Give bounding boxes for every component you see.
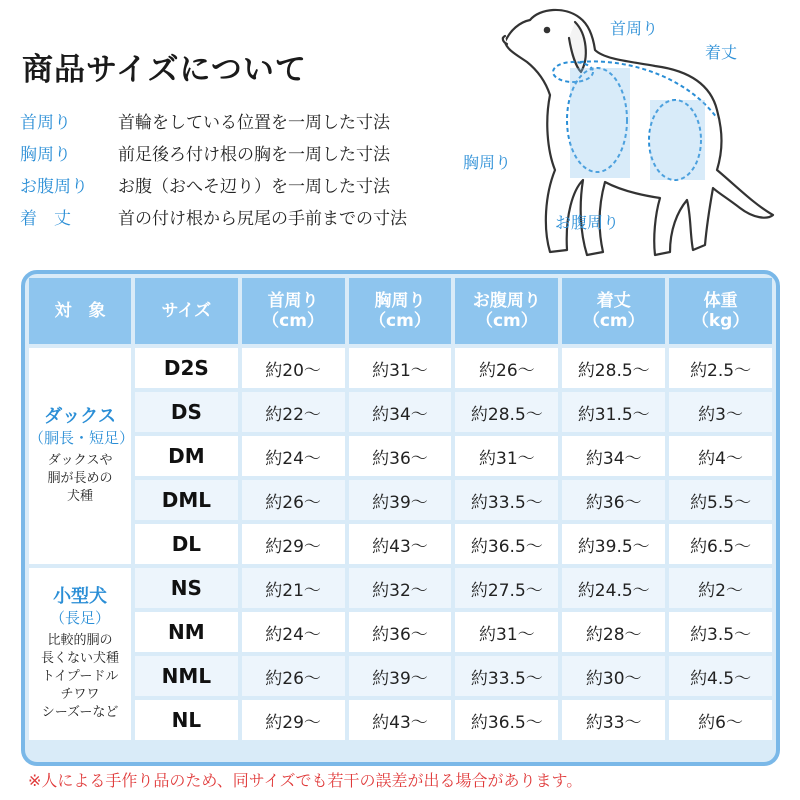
- table-row: [29, 568, 772, 608]
- size-cell: DL: [135, 524, 238, 564]
- length-cell: 約39.5～: [562, 524, 665, 564]
- definition-desc: 前足後ろ付け根の胸を一周した寸法: [118, 144, 390, 165]
- weight-cell: 約5.5～: [669, 480, 772, 520]
- chest-cell: 約32～: [349, 568, 452, 608]
- table-row: [29, 524, 772, 564]
- size-cell: DM: [135, 436, 238, 476]
- chest-cell: 約43～: [349, 700, 452, 740]
- belly-cell: 約31～: [455, 612, 558, 652]
- definition-row: [20, 104, 407, 136]
- header-target: 対 象: [29, 278, 131, 344]
- chest-cell: 約34～: [349, 392, 452, 432]
- length-cell: 約36～: [562, 480, 665, 520]
- definition-term: 首周り: [20, 112, 71, 133]
- header-chest: 胸周り （cm）: [349, 278, 452, 344]
- group-description: [29, 452, 131, 506]
- size-cell: DS: [135, 392, 238, 432]
- size-table: [25, 274, 776, 744]
- definition-term: 着 丈: [20, 208, 71, 229]
- page-title: 商品サイズについて: [22, 52, 307, 88]
- definition-term: お腹周り: [20, 176, 88, 197]
- weight-cell: 約6～: [669, 700, 772, 740]
- weight-cell: 約4～: [669, 436, 772, 476]
- chest-area: [570, 68, 630, 178]
- neck-cell: 約22～: [242, 392, 345, 432]
- size-cell: NM: [135, 612, 238, 652]
- definition-row: [20, 136, 407, 168]
- weight-cell: 約4.5～: [669, 656, 772, 696]
- length-cell: 約28～: [562, 612, 665, 652]
- definition-row: [20, 200, 407, 232]
- size-cell: NS: [135, 568, 238, 608]
- disclaimer-note: ※人による手作り品のため、同サイズでも若干の誤差が出る場合があります。: [28, 771, 583, 790]
- table-row: [29, 700, 772, 740]
- table-row: [29, 656, 772, 696]
- size-cell: DML: [135, 480, 238, 520]
- weight-cell: 約3～: [669, 392, 772, 432]
- table-header-row: [29, 278, 772, 344]
- size-cell: D2S: [135, 348, 238, 388]
- group-description-line: 比較的胴の: [47, 633, 113, 648]
- length-cell: 約30～: [562, 656, 665, 696]
- neck-cell: 約20～: [242, 348, 345, 388]
- size-table-frame: [21, 270, 780, 766]
- size-cell: NL: [135, 700, 238, 740]
- belly-cell: 約28.5～: [455, 392, 558, 432]
- belly-callout: お腹周り: [555, 213, 620, 232]
- belly-cell: 約33.5～: [455, 656, 558, 696]
- header-belly: お腹周り （cm）: [455, 278, 558, 344]
- group-name: ダックス: [44, 406, 116, 427]
- chest-cell: 約39～: [349, 480, 452, 520]
- group-name: 小型犬: [53, 586, 108, 607]
- group-description-line: 胴が長めの: [47, 471, 113, 486]
- chest-cell: 約39～: [349, 656, 452, 696]
- belly-cell: 約36.5～: [455, 700, 558, 740]
- neck-cell: 約24～: [242, 436, 345, 476]
- chest-cell: 約36～: [349, 436, 452, 476]
- table-row: [29, 480, 772, 520]
- table-row: [29, 348, 772, 388]
- group-description-line: チワワ: [60, 687, 100, 702]
- belly-cell: 約26～: [455, 348, 558, 388]
- chest-cell: 約36～: [349, 612, 452, 652]
- group-description-line: トイプードル: [41, 669, 119, 684]
- header-size: サイズ: [135, 278, 238, 344]
- definition-desc: 首輪をしている位置を一周した寸法: [118, 112, 390, 133]
- length-cell: 約31.5～: [562, 392, 665, 432]
- target-group-cell: [29, 348, 135, 564]
- dog-diagram: [455, 0, 800, 262]
- length-cell: 約33～: [562, 700, 665, 740]
- belly-cell: 約33.5～: [455, 480, 558, 520]
- length-cell: 約24.5～: [562, 568, 665, 608]
- group-description-line: シーズーなど: [41, 705, 119, 720]
- neck-cell: 約29～: [242, 524, 345, 564]
- neck-cell: 約21～: [242, 568, 345, 608]
- neck-callout: 首周り: [610, 19, 659, 38]
- length-cell: 約28.5～: [562, 348, 665, 388]
- header-neck: 首周り （cm）: [242, 278, 345, 344]
- group-subtitle: （胴長・短足）: [29, 429, 135, 447]
- definition-desc: お腹（おへそ辺り）を一周した寸法: [118, 176, 390, 197]
- header-weight: 体重 （kg）: [669, 278, 772, 344]
- target-group-cell: [29, 568, 131, 740]
- table-row: [29, 392, 772, 432]
- chest-cell: 約43～: [349, 524, 452, 564]
- group-description: [29, 632, 131, 722]
- neck-cell: 約29～: [242, 700, 345, 740]
- definition-row: [20, 168, 407, 200]
- weight-cell: 約3.5～: [669, 612, 772, 652]
- length-callout: 着丈: [705, 43, 738, 62]
- neck-cell: 約26～: [242, 480, 345, 520]
- definition-term: 胸周り: [20, 144, 71, 165]
- chest-cell: 約31～: [349, 348, 452, 388]
- group-subtitle: （長足）: [50, 609, 111, 627]
- weight-cell: 約6.5～: [669, 524, 772, 564]
- belly-cell: 約31～: [455, 436, 558, 476]
- definition-desc: 首の付け根から尻尾の手前までの寸法: [118, 208, 407, 229]
- header-length: 着丈 （cm）: [562, 278, 665, 344]
- neck-cell: 約24～: [242, 612, 345, 652]
- table-row: [29, 612, 772, 652]
- weight-cell: 約2.5～: [669, 348, 772, 388]
- group-description-line: ダックスや: [47, 453, 113, 468]
- group-description-line: 犬種: [67, 489, 94, 504]
- belly-cell: 約27.5～: [455, 568, 558, 608]
- group-description-line: 長くない犬種: [41, 651, 120, 666]
- weight-cell: 約2～: [669, 568, 772, 608]
- size-cell: NML: [135, 656, 238, 696]
- neck-cell: 約26～: [242, 656, 345, 696]
- table-row: [29, 436, 772, 476]
- chest-callout: 胸周り: [463, 153, 512, 172]
- belly-area: [650, 100, 705, 180]
- length-cell: 約34～: [562, 436, 665, 476]
- definitions-list: [20, 104, 407, 232]
- belly-cell: 約36.5～: [455, 524, 558, 564]
